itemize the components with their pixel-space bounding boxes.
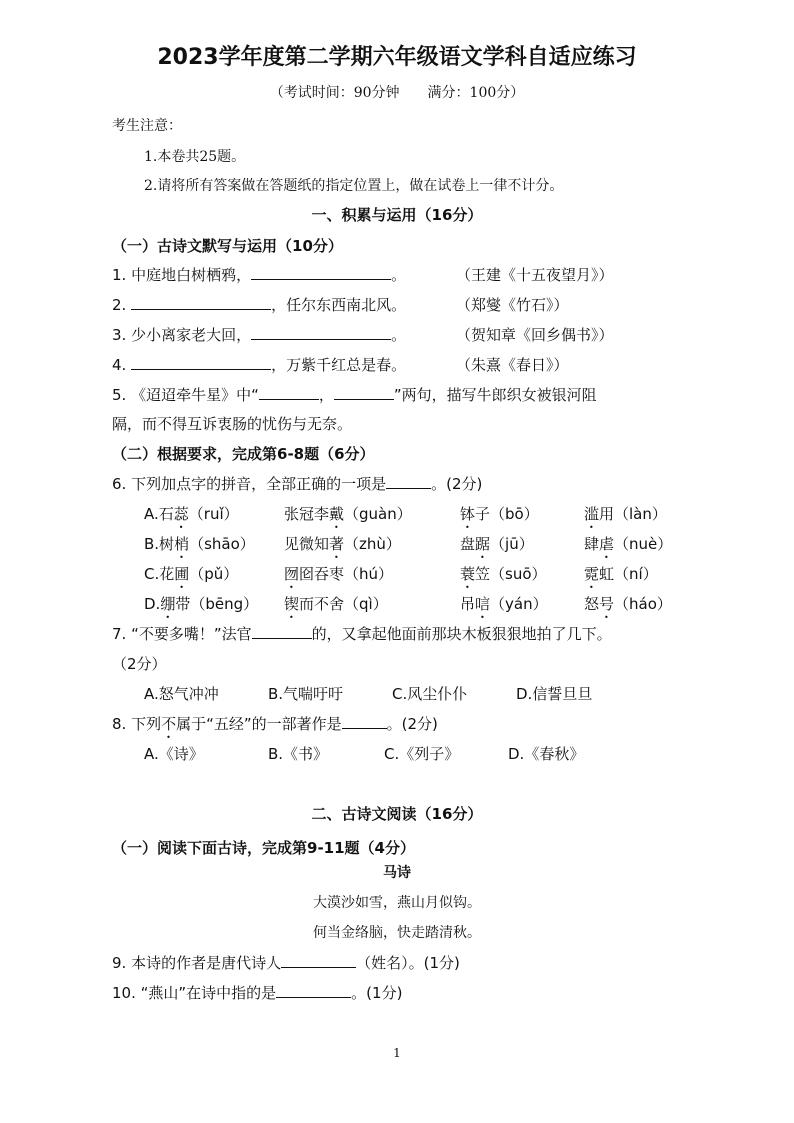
q6-option-A-1: A.石蕊（ruǐ） xyxy=(144,505,239,523)
q8-option-c: C.《列子》 xyxy=(384,745,460,763)
question-9: 9. 本诗的作者是唐代诗人 （姓名）。(1分) xyxy=(112,954,460,972)
question-7-score: （2分） xyxy=(112,655,167,673)
q6-option-D-3: 吊唁（yán） xyxy=(460,595,548,613)
q7-option-a: A.怒气冲冲 xyxy=(144,685,219,703)
section1-part2-heading: （二）根据要求，完成第6-8题（6分） xyxy=(112,445,375,463)
q6-option-C-4: 霓虹（ní） xyxy=(584,565,658,583)
question-5: 5. 《迢迢牵牛星》中“ ， ”两句，描写牛郎织女被银河阻 xyxy=(112,386,597,404)
q8-option-d: D.《春秋》 xyxy=(508,745,585,763)
notice-heading: 考生注意： xyxy=(112,118,182,134)
q6-option-B-3: 盘踞（jū） xyxy=(460,535,534,553)
q6-option-B-1: B.树梢（shāo） xyxy=(144,535,255,553)
q6-option-A-4: 滥用（làn） xyxy=(584,505,667,523)
poem-title: 马诗 xyxy=(383,865,411,881)
answer-blank[interactable] xyxy=(342,714,387,729)
question-4-source: （朱熹《春日》） xyxy=(456,356,569,374)
q8-option-b: B.《书》 xyxy=(268,745,329,763)
q6-option-C-3: 蓑笠（suō） xyxy=(460,565,547,583)
answer-blank[interactable] xyxy=(131,295,271,310)
q8-option-a: A.《诗》 xyxy=(144,745,204,763)
answer-blank[interactable] xyxy=(259,385,319,400)
question-3-source: （贺知章《回乡偶书》） xyxy=(456,326,614,344)
answer-blank[interactable] xyxy=(386,474,431,489)
notice-item-1: 1.本卷共25题。 xyxy=(144,149,246,165)
q6-option-D-2: 锲而不舍（qì） xyxy=(284,595,388,613)
question-1-source: （王建《十五夜望月》） xyxy=(456,266,614,284)
page-number: 1 xyxy=(393,1046,401,1060)
question-6: 6. 下列加点字的拼音，全部正确的一项是 。(2分) xyxy=(112,475,483,493)
answer-blank[interactable] xyxy=(252,624,312,639)
notice-item-2: 2.请将所有答案做在答题纸的指定位置上，做在试卷上一律不计分。 xyxy=(144,178,564,194)
q6-option-D-1: D.绷带（bēng） xyxy=(144,595,259,613)
question-2: 2. ，任尔东西南北风。 xyxy=(112,296,407,314)
page-title: 2023学年度第二学期六年级语文学科自适应练习 xyxy=(157,45,637,70)
question-3: 3. 少小离家老大回， 。 xyxy=(112,326,407,344)
exam-info: （考试时间：90分钟 满分：100分） xyxy=(269,85,525,101)
question-4: 4. ，万紫千红总是春。 xyxy=(112,356,407,374)
question-10: 10. “燕山”在诗中指的是 。(1分) xyxy=(112,984,403,1002)
section1-title: 一、积累与运用（16分） xyxy=(311,206,483,224)
q6-option-C-1: C.花圃（pǔ） xyxy=(144,565,239,583)
section2-title: 二、古诗文阅读（16分） xyxy=(311,805,483,823)
question-1: 1. 中庭地白树栖鸦， 。 xyxy=(112,266,407,284)
answer-blank[interactable] xyxy=(131,355,271,370)
question-7: 7. “不要多嘴！”法官 的，又拿起他面前那块木板狠狠地拍了几下。 xyxy=(112,625,612,643)
answer-blank[interactable] xyxy=(281,953,356,968)
q6-option-B-4: 肆虐（nuè） xyxy=(584,535,673,553)
section2-part1-heading: （一）阅读下面古诗，完成第9-11题（4分） xyxy=(112,839,415,857)
question-5-line2: 隔，而不得互诉衷肠的忧伤与无奈。 xyxy=(112,415,353,433)
q6-option-D-4: 怒号（háo） xyxy=(584,595,672,613)
q6-option-B-2: 见微知著（zhù） xyxy=(284,535,401,553)
answer-blank[interactable] xyxy=(251,265,391,280)
poem-line-2: 何当金络脑，快走踏清秋。 xyxy=(313,925,481,941)
answer-blank[interactable] xyxy=(334,385,394,400)
section1-part1-heading: （一）古诗文默写与运用（10分） xyxy=(112,237,343,255)
q7-option-c: C.风尘仆仆 xyxy=(392,685,468,703)
poem-line-1: 大漠沙如雪，燕山月似钩。 xyxy=(313,895,481,911)
q7-option-d: D.信誓旦旦 xyxy=(516,685,593,703)
q6-option-A-2: 张冠李戴（guàn） xyxy=(284,505,412,523)
q6-option-C-2: 囫囵吞枣（hú） xyxy=(284,565,394,583)
answer-blank[interactable] xyxy=(251,325,391,340)
answer-blank[interactable] xyxy=(276,983,351,998)
question-8: 8. 下列不属于“五经”的一部著作是 。(2分) xyxy=(112,715,438,733)
q6-option-A-3: 钵子（bō） xyxy=(460,505,539,523)
q7-option-b: B.气喘吁吁 xyxy=(268,685,344,703)
question-2-source: （郑燮《竹石》） xyxy=(456,296,569,314)
